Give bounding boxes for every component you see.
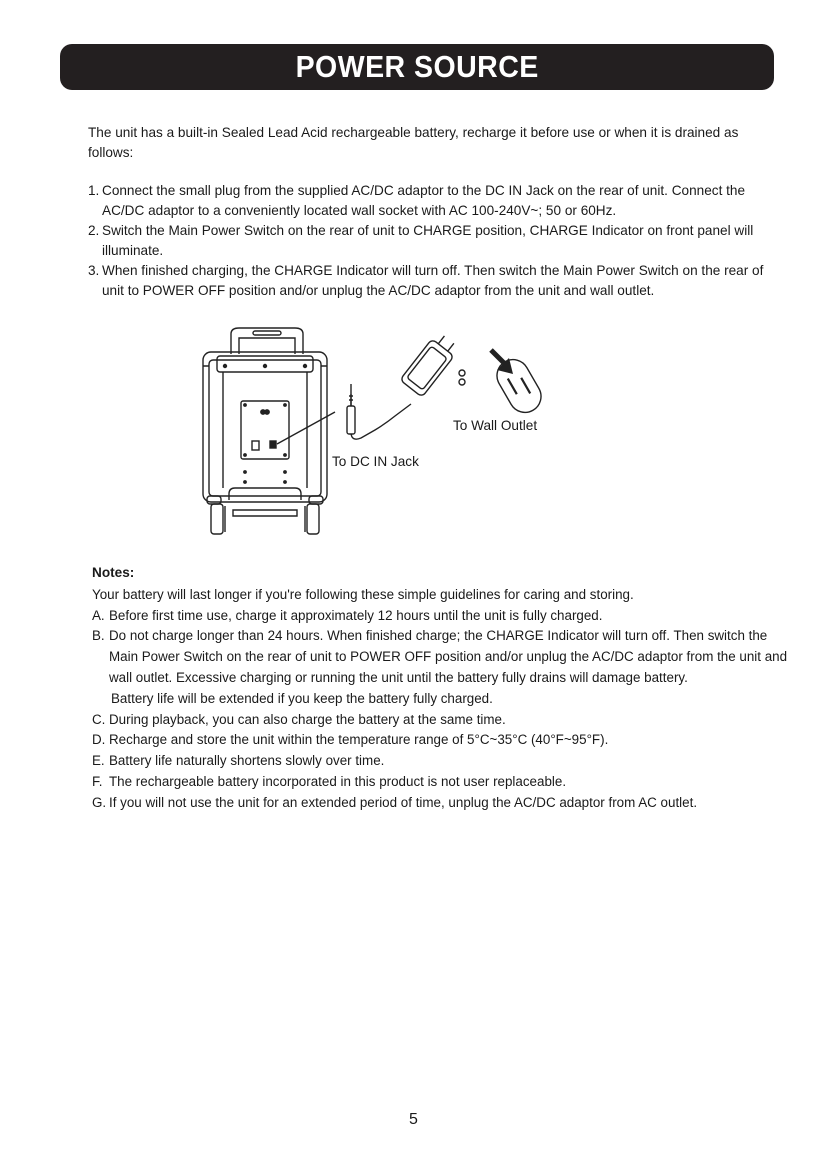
step-item bbox=[88, 261, 788, 301]
insert-arrow-drawing bbox=[491, 350, 513, 374]
intro-paragraph: The unit has a built-in Sealed Lead Acid rechargeable battery, recharge it before use or when it is drained as follows: bbox=[88, 125, 739, 160]
step-text: Connect the small plug from the supplied AC/DC adaptor to the DC IN Jack on the rear of unit. Connect the AC/DC adaptor to a conveniently located wall socket with AC 100-240V~; 50 or 60Hz. bbox=[102, 183, 746, 218]
charging-diagram bbox=[195, 320, 595, 540]
note-text: During playback, you can also charge the battery at the same time. bbox=[109, 711, 506, 727]
notes-intro: Your battery will last longer if you're following these simple guidelines for caring and storing. bbox=[92, 586, 634, 602]
wall-outlet-label: To Wall Outlet bbox=[453, 418, 538, 433]
note-text: Do not charge longer than 24 hours. When finished charge; the CHARGE Indicator will turn off. Then switch the Main Power Switch on the rear of unit to POWER OFF position and/or unplug the AC/DC adaptor from the unit and wall outlet. Excessive charging or running the unit until the battery fully drains will damage battery. bbox=[109, 628, 788, 685]
note-item bbox=[92, 772, 792, 793]
section-banner bbox=[60, 44, 774, 90]
note-text: Recharge and store the unit within the temperature range of 5°C~35°C (40°F~95°F). bbox=[109, 732, 609, 748]
note-item bbox=[92, 730, 792, 751]
note-item bbox=[92, 606, 792, 627]
note-letter: B. bbox=[92, 628, 105, 644]
note-text: The rechargeable battery incorporated in this product is not user replaceable. bbox=[109, 773, 567, 789]
step-item bbox=[88, 181, 788, 221]
step-text: Switch the Main Power Switch on the rear of unit to CHARGE position, CHARGE Indicator on front panel will illuminate. bbox=[102, 223, 754, 258]
note-text: If you will not use the unit for an extended period of time, unplug the AC/DC adaptor from AC outlet. bbox=[109, 794, 698, 810]
note-letter: G. bbox=[92, 794, 107, 810]
notes-heading: Notes: bbox=[92, 565, 135, 580]
dc-jack-label: To DC IN Jack bbox=[332, 454, 419, 469]
step-item bbox=[88, 221, 788, 261]
ac-adaptor-drawing bbox=[400, 331, 460, 397]
note-item bbox=[92, 751, 792, 772]
note-continuation: Battery life will be extended if you keep the battery fully charged. bbox=[111, 690, 493, 706]
page-title: POWER SOURCE bbox=[295, 49, 539, 84]
step-number: 2. bbox=[88, 223, 100, 238]
note-letter: D. bbox=[92, 732, 106, 748]
page-number: 5 bbox=[409, 1111, 418, 1128]
note-text: Battery life naturally shortens slowly over time. bbox=[109, 753, 385, 769]
step-number: 3. bbox=[88, 263, 100, 278]
speaker-unit-drawing bbox=[203, 328, 327, 534]
note-letter: A. bbox=[92, 607, 105, 623]
note-letter: C. bbox=[92, 711, 106, 727]
note-text: Before first time use, charge it approximately 12 hours until the unit is fully charged. bbox=[109, 607, 603, 623]
step-number: 1. bbox=[88, 183, 100, 198]
note-letter: E. bbox=[92, 753, 105, 769]
note-item bbox=[92, 710, 792, 731]
step-text: When finished charging, the CHARGE Indicator will turn off. Then switch the Main Power Switch on the rear of unit to POWER OFF position and/or unplug the AC/DC adaptor from the unit and wall outlet. bbox=[102, 263, 764, 298]
note-item bbox=[92, 793, 792, 814]
note-item bbox=[92, 626, 792, 688]
note-letter: F. bbox=[92, 773, 103, 789]
wall-outlet-drawing bbox=[491, 354, 547, 418]
steps-list bbox=[88, 181, 788, 301]
notes-section bbox=[92, 563, 792, 814]
